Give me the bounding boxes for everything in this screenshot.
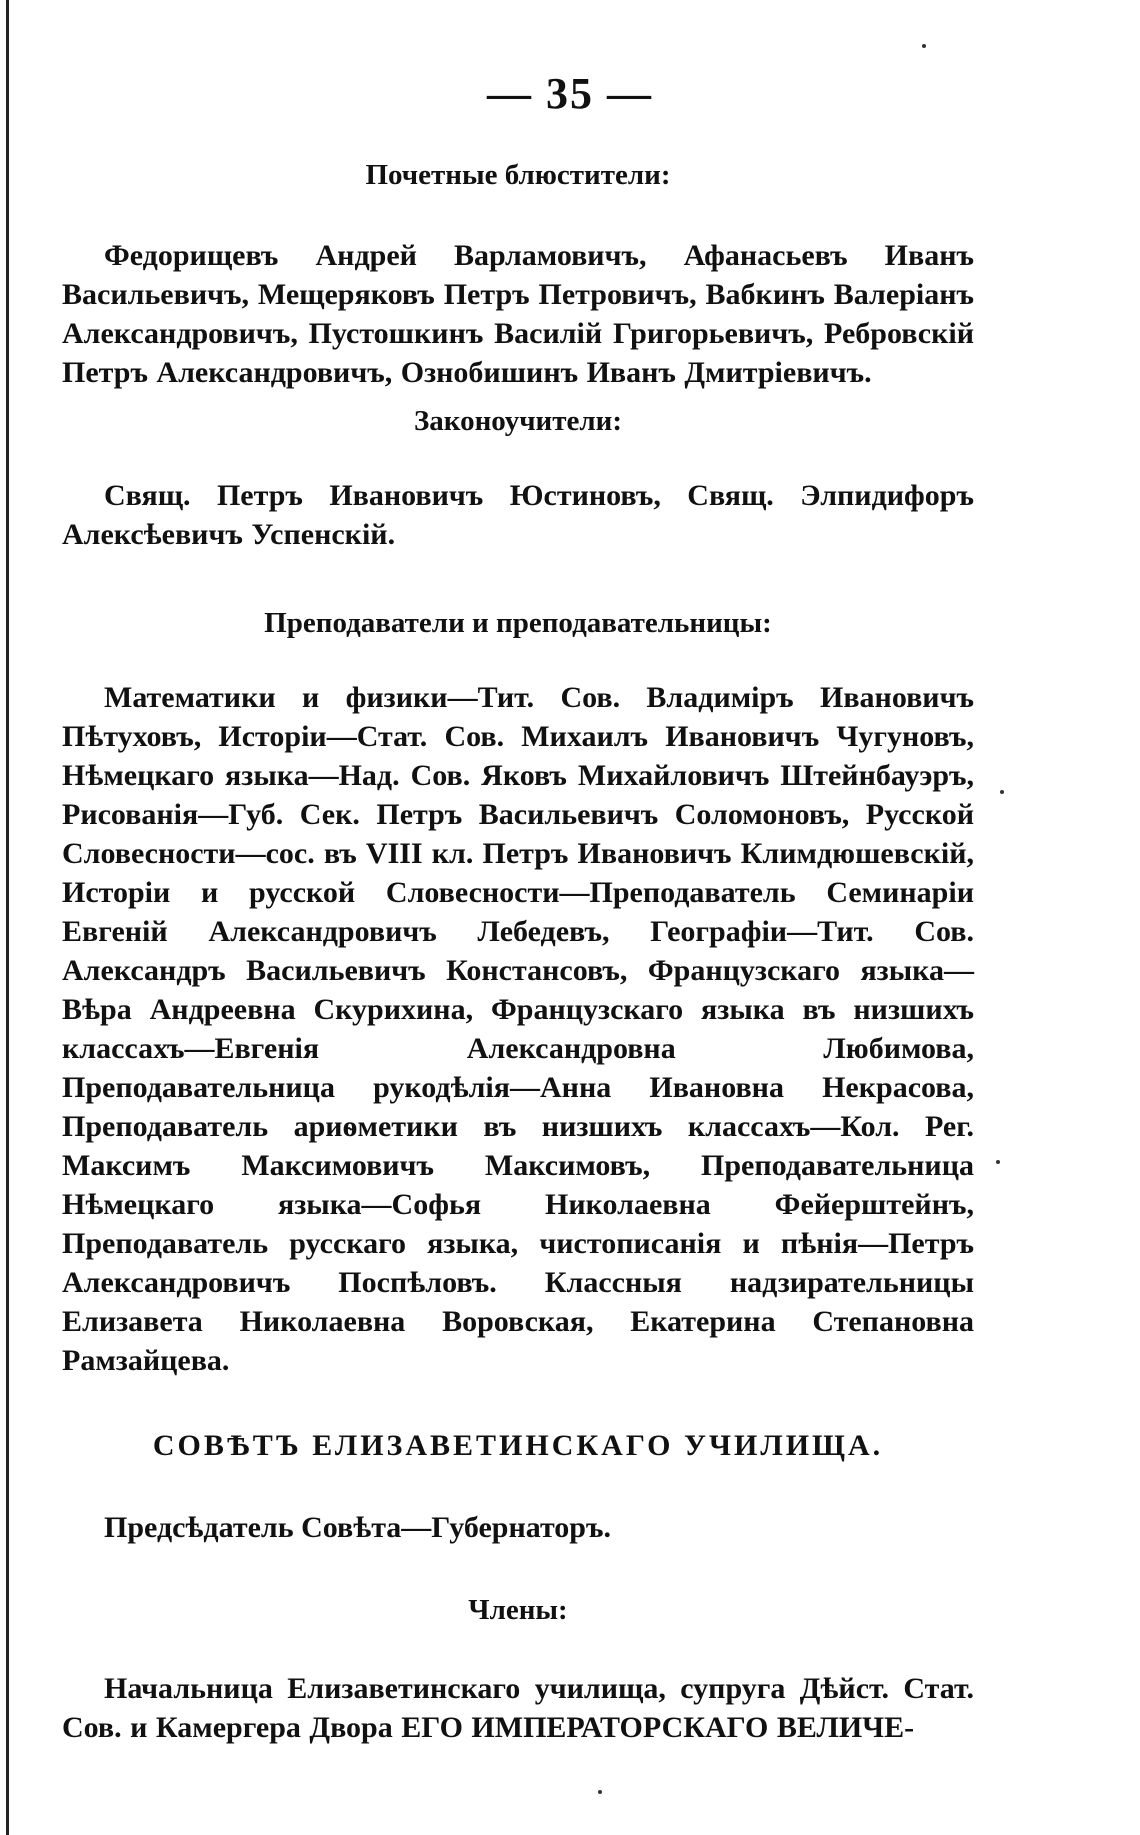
- print-speck: [922, 44, 926, 48]
- scan-edge-line: [6, 0, 9, 1835]
- honorary-heading: Почетные блюстители:: [365, 159, 671, 191]
- law-teachers-text: Свящ. Петръ Ивановичъ Юстиновъ, Свящ. Элпидифоръ Алексѣевичъ Успенскій.: [62, 479, 974, 551]
- print-speck: [1000, 790, 1004, 794]
- law-teachers-heading: Законоучители:: [413, 405, 623, 437]
- teachers-heading: Преподаватели и преподавательницы:: [264, 607, 772, 639]
- teachers-text: Математики и физики—Тит. Сов. Владиміръ Ивановичъ Пѣтуховъ, Исторіи—Стат. Сов. Михаилъ Ивановичъ Чугуновъ, Нѣмецкаго языка—Над. Сов. Яковъ Михайловичъ Штейнбауэръ, Рисованія—Губ. Сек. Петръ Васильевичъ Соломоновъ, Русской Словесности—сос. въ VIII кл. Петръ Ивановичъ Климдюшевскій, Исторіи и русской Словесности—Преподаватель Семинаріи Евгеній Александровичъ Лебедевъ, Географіи—Тит. Сов. Александръ Васильевичъ Констансовъ, Французскаго языка—Вѣра Андреевна Скурихина, Французскаго языка въ низшихъ классахъ—Евгенія Александровна Любимова, Преподавательница рукодѣлія—Анна Ивановна Некрасова, Преподаватель ариѳметики въ низшихъ классахъ—Кол. Рег. Максимъ Максимовичъ Максимовъ, Преподавательница Нѣмецкаго языка—Софья Николаевна Фейерштейнъ, Преподаватель русскаго языка, чистописанія и пѣнія—Петръ Александровичъ Поспѣловъ. Классныя надзирательницы Елизавета Николаевна Воровская, Екатерина Степановна Рамзайцева.: [62, 681, 974, 1377]
- members-heading: Члены:: [468, 1594, 568, 1626]
- honorary-text: Федорищевъ Андрей Варламовичъ, Афанасьевъ Иванъ Васильевичъ, Мещеряковъ Петръ Петровичъ, Вабкинъ Валеріанъ Александровичъ, Пустошкинъ Василій Григорьевичъ, Ребровскій Петръ Александровичъ, Ознобишинъ Иванъ Дмитріевичъ.: [62, 239, 974, 389]
- members-text: Начальница Елизаветинскаго училища, супруга Дѣйст. Стат. Сов. и Камергера Двора ЕГО ИМПЕРАТОРСКАГО ВЕЛИЧЕ-: [62, 1672, 974, 1744]
- council-chair: Предсѣдатель Совѣта—Губернаторъ.: [104, 1511, 611, 1544]
- page-content: [62, 140, 974, 1747]
- print-speck: [598, 1790, 602, 1794]
- print-speck: [996, 1160, 1000, 1164]
- council-heading: СОВѢТЪ ЕЛИЗАВЕТИНСКАГО УЧИЛИЩА.: [152, 1429, 884, 1462]
- page-number: — 35 —: [487, 69, 653, 118]
